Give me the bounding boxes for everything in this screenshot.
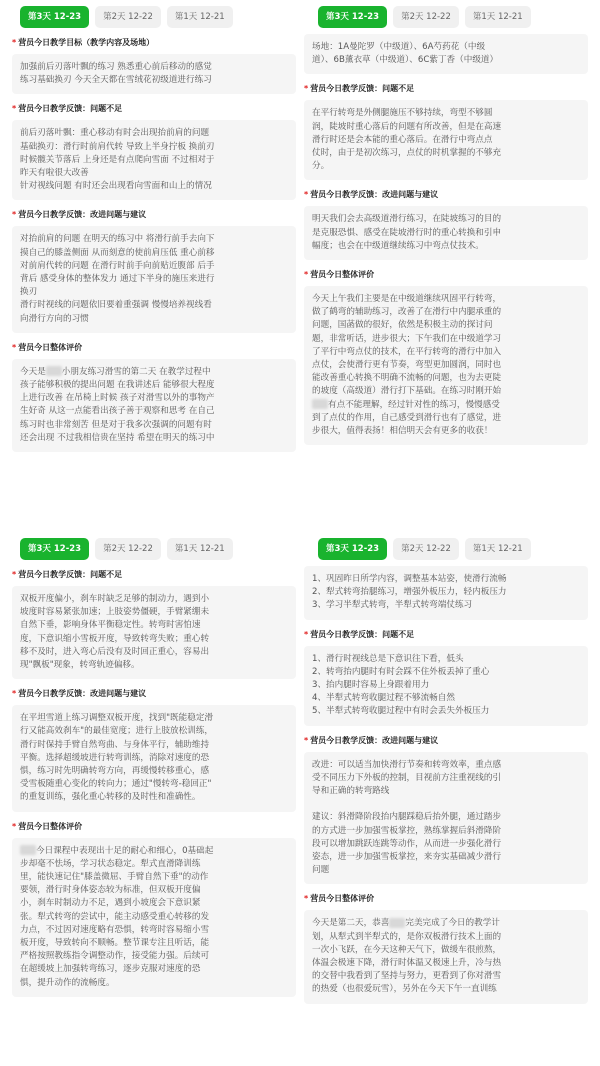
section-title-eval: * 营员今日整体评价 [12,342,83,352]
panel-day3-b [304,0,588,530]
tab-day2[interactable]: 第2天 12-22 [393,6,459,28]
section-title-improve: * 营员今日教学反馈：改进问题与建议 [304,735,439,745]
field-text: 场地：1A曼陀罗（中级道）、6A芍药花（中级 道）、6B薰衣草（中级道）、6C紫丁香（中级道） [304,34,588,74]
section-title-problem: * 营员今日教学反馈：问题不足 [304,84,415,94]
day-tabs [12,0,296,28]
tab-day1[interactable]: 第1天 12-21 [465,6,531,28]
section-title-problem: * 营员今日教学反馈：问题不足 [12,104,123,114]
problem-text: 前后刃落叶飘：重心移动有时会出现抬前肩的问题 基础换刃：滑行时前肩代转 导致上半身拧板 换前刃 时候髋关节落后 上身还是有点爬向雪面 不过相对于 昨天有啦很大改善 针对视线问题 有时还会出现看向雪面和山上的情况 [12,120,296,200]
tab-day1[interactable]: 第1天 12-21 [167,538,233,560]
improve-text: 在平坦雪道上练习调整双板开度，找到"既能稳定滑 行又能高效刹车"的最佳宽度；进行上肢放松训练， 滑行时保持手臂自然弯曲、与身体平行，辅助维持 平衡。选择超缓坡进行转弯训练，消除对速度的恐 惧，练习时先明确转弯方向，再缓慢转移重心，感 受雪板随重心变化的转向力；通过"慢转弯-稳回正" 的重复训练，强化重心转移的及时性和准确性。 [12,705,296,811]
tab-day2[interactable]: 第2天 12-22 [95,538,161,560]
section-title-eval: * 营员今日整体评价 [304,894,375,904]
panel-day3-a [12,0,296,530]
section-title-improve: * 营员今日教学反馈：改进问题与建议 [12,689,147,699]
day-tabs [12,532,296,560]
tab-day3[interactable]: 第3天 12-23 [318,538,387,560]
goal-text: 1、巩固昨日所学内容，调整基本站姿，使滑行流畅 2、犁式转弯抬腿练习，增强外板压力，轻内板压力 3、学习半犁式转弯，半犁式转弯端仗练习 [304,566,588,620]
day-tabs [304,532,588,560]
tab-day1[interactable]: 第1天 12-21 [465,538,531,560]
problem-text: 双板开度偏小，刹车时缺乏足够的制动力，遇到小 坡度时容易紧张加速；上肢姿势僵硬，手臂紧绷未 自然下垂，影响身体平衡稳定性。转弯时害怕速 度，下意识缩小雪板开度，导致转弯失败；重心转 移不及时，进入弯心后没有及时回正重心，容易出 现"飘板"现象，转弯轨迹偏移。 [12,586,296,679]
redacted-name [389,918,405,928]
tab-day1[interactable]: 第1天 12-21 [167,6,233,28]
eval-text: 今天是第二天，恭喜 完美完成了今日的教学计 划，从犁式到半犁式的，是你双板滑行技术上面的 一次小飞跃，在今天这种天气下，做缓车很煎熬， 体温会极速下降，滑行时体温又极速上升，冷与热 的交替中我看到了坚持与努力，更看到了你对滑雪 的热爱（也很爱玩雪），另外在今天下午一直训练 [304,910,588,1003]
tab-day2[interactable]: 第2天 12-22 [95,6,161,28]
redacted-name [312,399,328,409]
eval-text: 今日课程中表现出十足的耐心和细心，0基础起 步却毫不怯场，学习状态稳定。犁式直滑降训练 里，能快速记住"膝盖微屈、手臂自然下垂"的动作 要领，滑行时身体姿态较为标准，但双板开度偏 小，刹车时制动力不足，遇到小坡度会下意识紧 张。犁式转弯的尝试中，能主动感受重心转移的发 力点，不过因对速度略有恐惧，转弯时容易缩小雪 板开度，导致转向不顺畅。整节课专注且听话，能 严格按照教练指令调整动作，接受能力强。后续可 在超缓坡上加强转弯练习，逐步克服对速度的恐 惧，提升动作的流畅度。 [12,838,296,997]
section-title-eval: * 营员今日整体评价 [12,821,83,831]
tab-day3[interactable]: 第3天 12-23 [20,538,89,560]
panel-day3-d [304,532,588,1066]
section-title-improve: * 营员今日教学反馈：改进问题与建议 [304,190,439,200]
eval-text: 今天上午我们主要是在中级道继续巩固平行转弯， 做了鹤弯的辅助练习，改善了在滑行中内腿承重的 问题，国菡做的很好，依然是积极主动的探讨问 题，非常听话，进步很大；下午我们在中级道学习 了平行中弯点仗的技术，在平行转弯的滑行中加入 点仗，会使滑行更有节奏，弯型更加圆润，同时也 能改善重心转换不明确不流畅的问题，也为去更陡 的坡度（高级道）滑行打下基础。在练习时刚开始 有点不能理解，经过针对性的练习，慢慢感受 到了点仗的作用，自己感受到滑行也有了感觉，进 步很大，值得表扬！相信明天会有更多的收获！ [304,286,588,445]
section-title-goal: * 营员今日教学目标（教学内容及场地） [12,38,155,47]
redacted-name [20,845,36,855]
improve-text: 改进：可以适当加快滑行节奏和转弯效率，重点感 受不同压力下外板的控制，目视前方注重视线的引 导和正确的转弯路线 建议：斜滑降阶段抬内腿踩稳后抬外腿，通过踏步 的方式进一步加强雪板掌控，熟练掌握后斜滑降阶 段可以增加跳跃连跳等动作，从而进一步强化滑行 姿态，进一步加强雪板掌控，来夯实基础减少滑行 问题 [304,752,588,885]
section-title-problem: * 营员今日教学反馈：问题不足 [12,570,123,579]
tab-day3[interactable]: 第3天 12-23 [318,6,387,28]
problem-text: 在平行转弯是外侧腿施压不够持续，弯型不够圆 润，陡坡时重心落后的问题有所改善，但是在高速 滑行时还是会本能的重心落后。在滑行中弯点点 仗时，由于是初次练习，点仗的时机掌握的不够充 分。 [304,100,588,180]
section-title-problem: * 营员今日教学反馈：问题不足 [304,629,415,639]
redacted-name [46,366,62,376]
tab-day2[interactable]: 第2天 12-22 [393,538,459,560]
day-tabs [304,0,588,28]
goal-text: 加强前后刃落叶飘的练习 熟悉重心前后移动的感觉 练习基础换刃 今天全天都在雪绒花初级道进行练习 [12,54,296,94]
improve-text: 明天我们会去高级道滑行练习，在陡坡练习的目的 是克服恐惧、感受在陡坡滑行时的重心转换和引申 幅度；也会在中级道继续练习中弯点仗技术。 [304,206,588,260]
tab-day3[interactable]: 第3天 12-23 [20,6,89,28]
eval-text: 今天是 小朋友练习滑雪的第二天 在教学过程中 孩子能够积极的提出问题 在我讲述后 能够很大程度 上进行改善 在吊椅上时候 孩子对滑雪以外的事物产 生好奇 从这一点能看出孩子善于观察和思考 在自己 练习时也非常刻苦 但是对于我多次强调的问题有时 还会出现 不过我相信贵在坚持 希望在明天的练习中 [12,359,296,452]
section-title-improve: * 营员今日教学反馈：改进问题与建议 [12,210,147,220]
panel-day3-c [12,532,296,1066]
improve-text: 对抬前肩的问题 在明天的练习中 将滑行前手去向下 摸自己的膝盖侧面 从而刻意的使前肩压低 重心前移 对前肩代转的问题 在滑行时前手向前贴近腹部 后手 背后 感受身体的整体发力 通过下半身的施压来进行 换刃 滑行时视线的问题依旧要着重强调 慢慢培养视线看 向滑行方向的习惯 [12,226,296,332]
problem-text: 1、滑行时视线总是下意识往下看，低头 2、转弯抬内腿时有时会踩不住外板丢掉了重心 3、抬内腿时容易上身跟着用力 4、半犁式转弯收腿过程不够流畅自然 5、半犁式转弯收腿过程中有时会丢失外板压力 [304,646,588,726]
section-title-eval: * 营员今日整体评价 [304,270,375,280]
